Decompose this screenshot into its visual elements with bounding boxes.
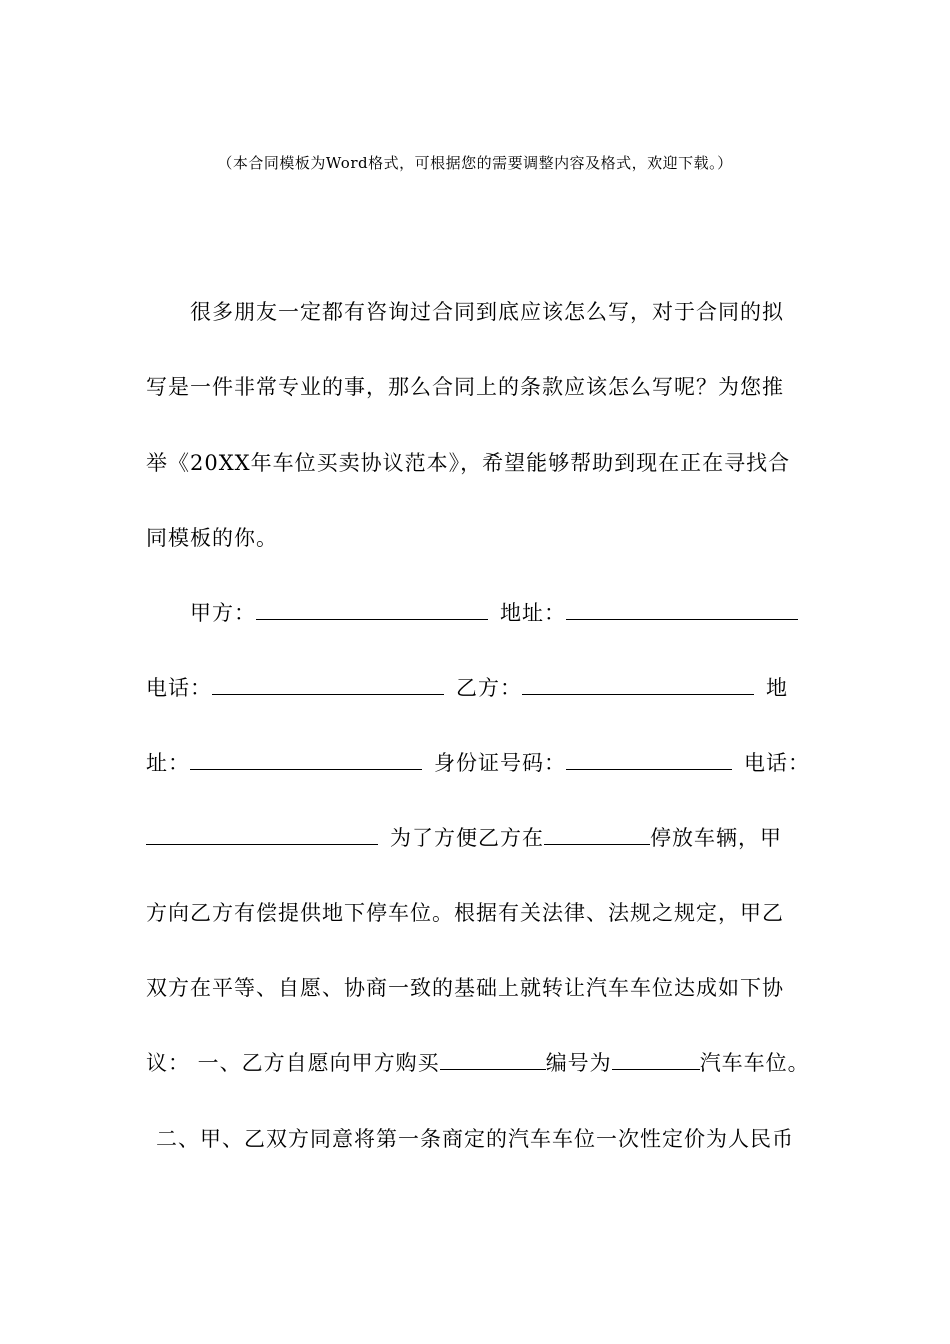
party-b-blank[interactable]	[522, 674, 754, 695]
template-note: （本合同模板为Word格式，可根据您的需要调整内容及格式，欢迎下载。）	[217, 154, 733, 172]
party-a-label: 甲方：	[190, 601, 256, 625]
party-b-phone-blank[interactable]	[146, 824, 378, 845]
id-number-blank[interactable]	[566, 749, 732, 770]
purpose-text-2: 停放车辆，甲	[650, 826, 782, 850]
clause-one-text-1: 议： 一、乙方自愿向甲方购买	[146, 1051, 440, 1075]
parking-location-blank[interactable]	[544, 824, 650, 845]
address-id-row	[146, 749, 810, 777]
purpose-text-1: 为了方便乙方在	[390, 826, 544, 850]
clause-one-text-3: 汽车车位。	[699, 1051, 810, 1075]
clause-two-line: 二、甲、乙双方同意将第一条商定的汽车车位一次性定价为人民币	[156, 1127, 794, 1151]
purchase-location-blank[interactable]	[440, 1049, 546, 1070]
id-number-label: 身份证号码：	[434, 751, 566, 775]
space-number-blank[interactable]	[612, 1049, 700, 1070]
party-a-phone-blank[interactable]	[212, 674, 444, 695]
phone-label-2: 电话：	[744, 751, 810, 775]
intro-line-1: 很多朋友一定都有咨询过合同到底应该怎么写，对于合同的拟	[190, 300, 784, 324]
party-a-row	[190, 599, 798, 627]
intro-line-3: 举《20XX年车位买卖协议范本》，希望能够帮助到现在正在寻找合	[146, 451, 791, 475]
intro-line-4: 同模板的你。	[146, 526, 278, 550]
address-label-part1: 地	[766, 676, 788, 700]
phone-party-b-row	[146, 674, 788, 702]
party-a-blank[interactable]	[256, 599, 488, 620]
phone-label: 电话：	[146, 676, 212, 700]
party-a-address-blank[interactable]	[566, 599, 798, 620]
address-label: 地址：	[500, 601, 566, 625]
body-line-a: 方向乙方有偿提供地下停车位。根据有关法律、法规之规定，甲乙	[146, 901, 784, 925]
clause-one-text-2: 编号为	[545, 1051, 612, 1075]
purpose-row	[146, 824, 782, 852]
address-label-part2: 址：	[146, 751, 190, 775]
party-b-address-blank[interactable]	[190, 749, 422, 770]
body-line-b: 双方在平等、自愿、协商一致的基础上就转让汽车车位达成如下协	[146, 976, 784, 1000]
intro-line-2: 写是一件非常专业的事，那么合同上的条款应该怎么写呢？为您推	[146, 375, 784, 399]
party-b-label: 乙方：	[456, 676, 522, 700]
clause-one-row	[146, 1049, 810, 1077]
